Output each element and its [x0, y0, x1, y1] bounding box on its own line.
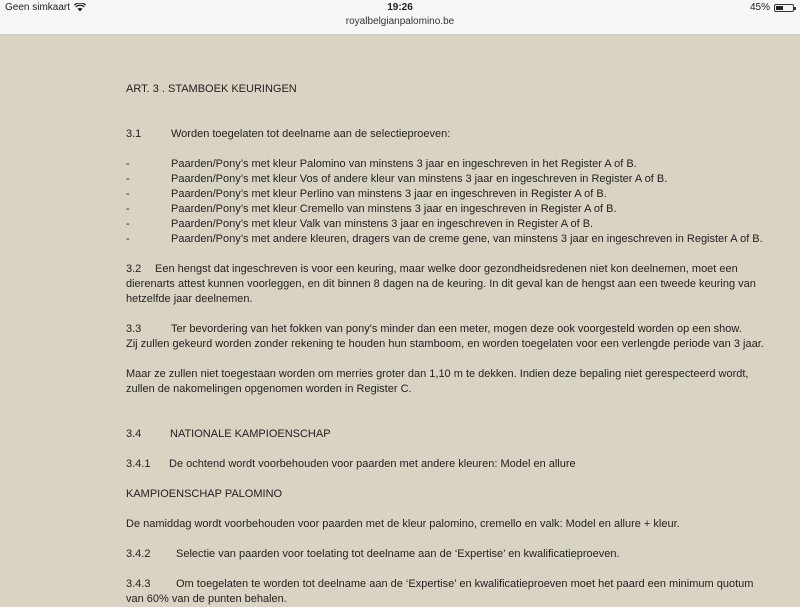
section-number: 3.2 [126, 263, 142, 275]
bullet-marker: - [126, 173, 130, 185]
bullet-text: Paarden/Pony’s met kleur Valk van minstens 3 jaar en ingeschreven in Register A of B. [171, 218, 594, 230]
section-number: 3.1 [126, 128, 142, 140]
bullet-item [126, 202, 766, 217]
section-text: Ter bevordering van het fokken van pony's minder dan een meter, mogen deze ook voorgesteld worden op een show. [171, 323, 742, 335]
bullet-item [126, 157, 766, 172]
battery-percent: 45% [749, 2, 770, 13]
battery-icon [774, 4, 794, 12]
bullet-item [126, 217, 766, 232]
address-bar[interactable]: royalbelgianpalomino.be [345, 16, 455, 27]
section-3-2 [126, 262, 766, 307]
bullet-marker: - [126, 218, 130, 230]
bullet-marker: - [126, 203, 130, 215]
bullet-marker: - [126, 158, 130, 170]
championship-text: De namiddag wordt voorbehouden voor paarden met de kleur palomino, cremello en valk: Model en allure + kleur. [126, 518, 680, 530]
article-heading: ART. 3 . STAMBOEK KEURINGEN [126, 83, 297, 95]
section-3-4 [126, 427, 766, 442]
section-3-3 [126, 322, 766, 337]
section-text: Om toegelaten te worden tot deelname aan de ‘Expertise’ en kwalificatieproeven moet het paard een minimum quotum van 60% van de punten behalen. [126, 578, 754, 605]
bullet-text: Paarden/Pony’s met kleur Perlino van minstens 3 jaar en ingeschreven in Register A of B. [171, 188, 607, 200]
section-3-1 [126, 127, 766, 142]
bullet-marker: - [126, 188, 130, 200]
section-text: Selectie van paarden voor toelating tot deelname aan de ‘Expertise’ en kwalificatieproeven. [176, 548, 620, 560]
bullet-item [126, 172, 766, 187]
bullet-item [126, 232, 766, 247]
section-number: 3.4 [126, 428, 142, 440]
status-bar [0, 0, 800, 35]
section-number: 3.4.1 [126, 458, 151, 470]
championship-heading: KAMPIOENSCHAP PALOMINO [126, 488, 283, 500]
section-3-4-1 [126, 457, 766, 472]
bullet-text: Paarden/Pony’s met kleur Cremello van minstens 3 jaar en ingeschreven in Register A of B. [171, 203, 617, 215]
section-number: 3.4.2 [126, 548, 151, 560]
section-text: NATIONALE KAMPIOENSCHAP [170, 428, 331, 440]
battery-level-fill [776, 6, 783, 10]
bullet-text: Paarden/Pony’s met andere kleuren, dragers van de creme gene, van minstens 3 jaar en ingeschreven in Register A of B. [171, 233, 763, 245]
bullet-text: Paarden/Pony’s met kleur Palomino van minstens 3 jaar en ingeschreven in het Register A of B. [171, 158, 637, 170]
section-3-3-restriction: Maar ze zullen niet toegestaan worden om merries groter dan 1,10 m te dekken. Indien deze bepaling niet gerespecteerd wordt, zullen de nakomelingen opgenomen worden in Register C. [126, 368, 749, 395]
section-text: Worden toegelaten tot deelname aan de selectieproeven: [171, 128, 451, 140]
section-3-4-3 [126, 577, 766, 607]
clock: 19:26 [387, 2, 413, 13]
battery-status [750, 2, 794, 13]
section-number: 3.3 [126, 323, 142, 335]
bullet-marker: - [126, 233, 130, 245]
section-3-4-2 [126, 547, 766, 562]
section-3-3-continued: Zij zullen gekeurd worden zonder rekening te houden hun stamboom, en worden toegelaten voor een verlengde periode van 3 jaar. [126, 338, 764, 350]
bullet-text: Paarden/Pony’s met kleur Vos of andere kleur van minstens 3 jaar en ingeschreven in Register A of B. [171, 173, 668, 185]
bullet-list [126, 157, 766, 247]
section-text: De ochtend wordt voorbehouden voor paarden met andere kleuren: Model en allure [169, 458, 576, 470]
section-number: 3.4.3 [126, 578, 151, 590]
document-content [126, 40, 766, 607]
section-text: Een hengst dat ingeschreven is voor een keuring, maar welke door gezondheidsredenen niet kon deelnemen, moet een dierenarts attest kunnen voorleggen, en dit binnen 8 dagen na de keuring. In dit geval kan de hengst aan een tweede keuring van hetzelfde jaar deelnemen. [126, 263, 756, 305]
bullet-item [126, 187, 766, 202]
carrier-label: Geen simkaart [5, 2, 71, 13]
